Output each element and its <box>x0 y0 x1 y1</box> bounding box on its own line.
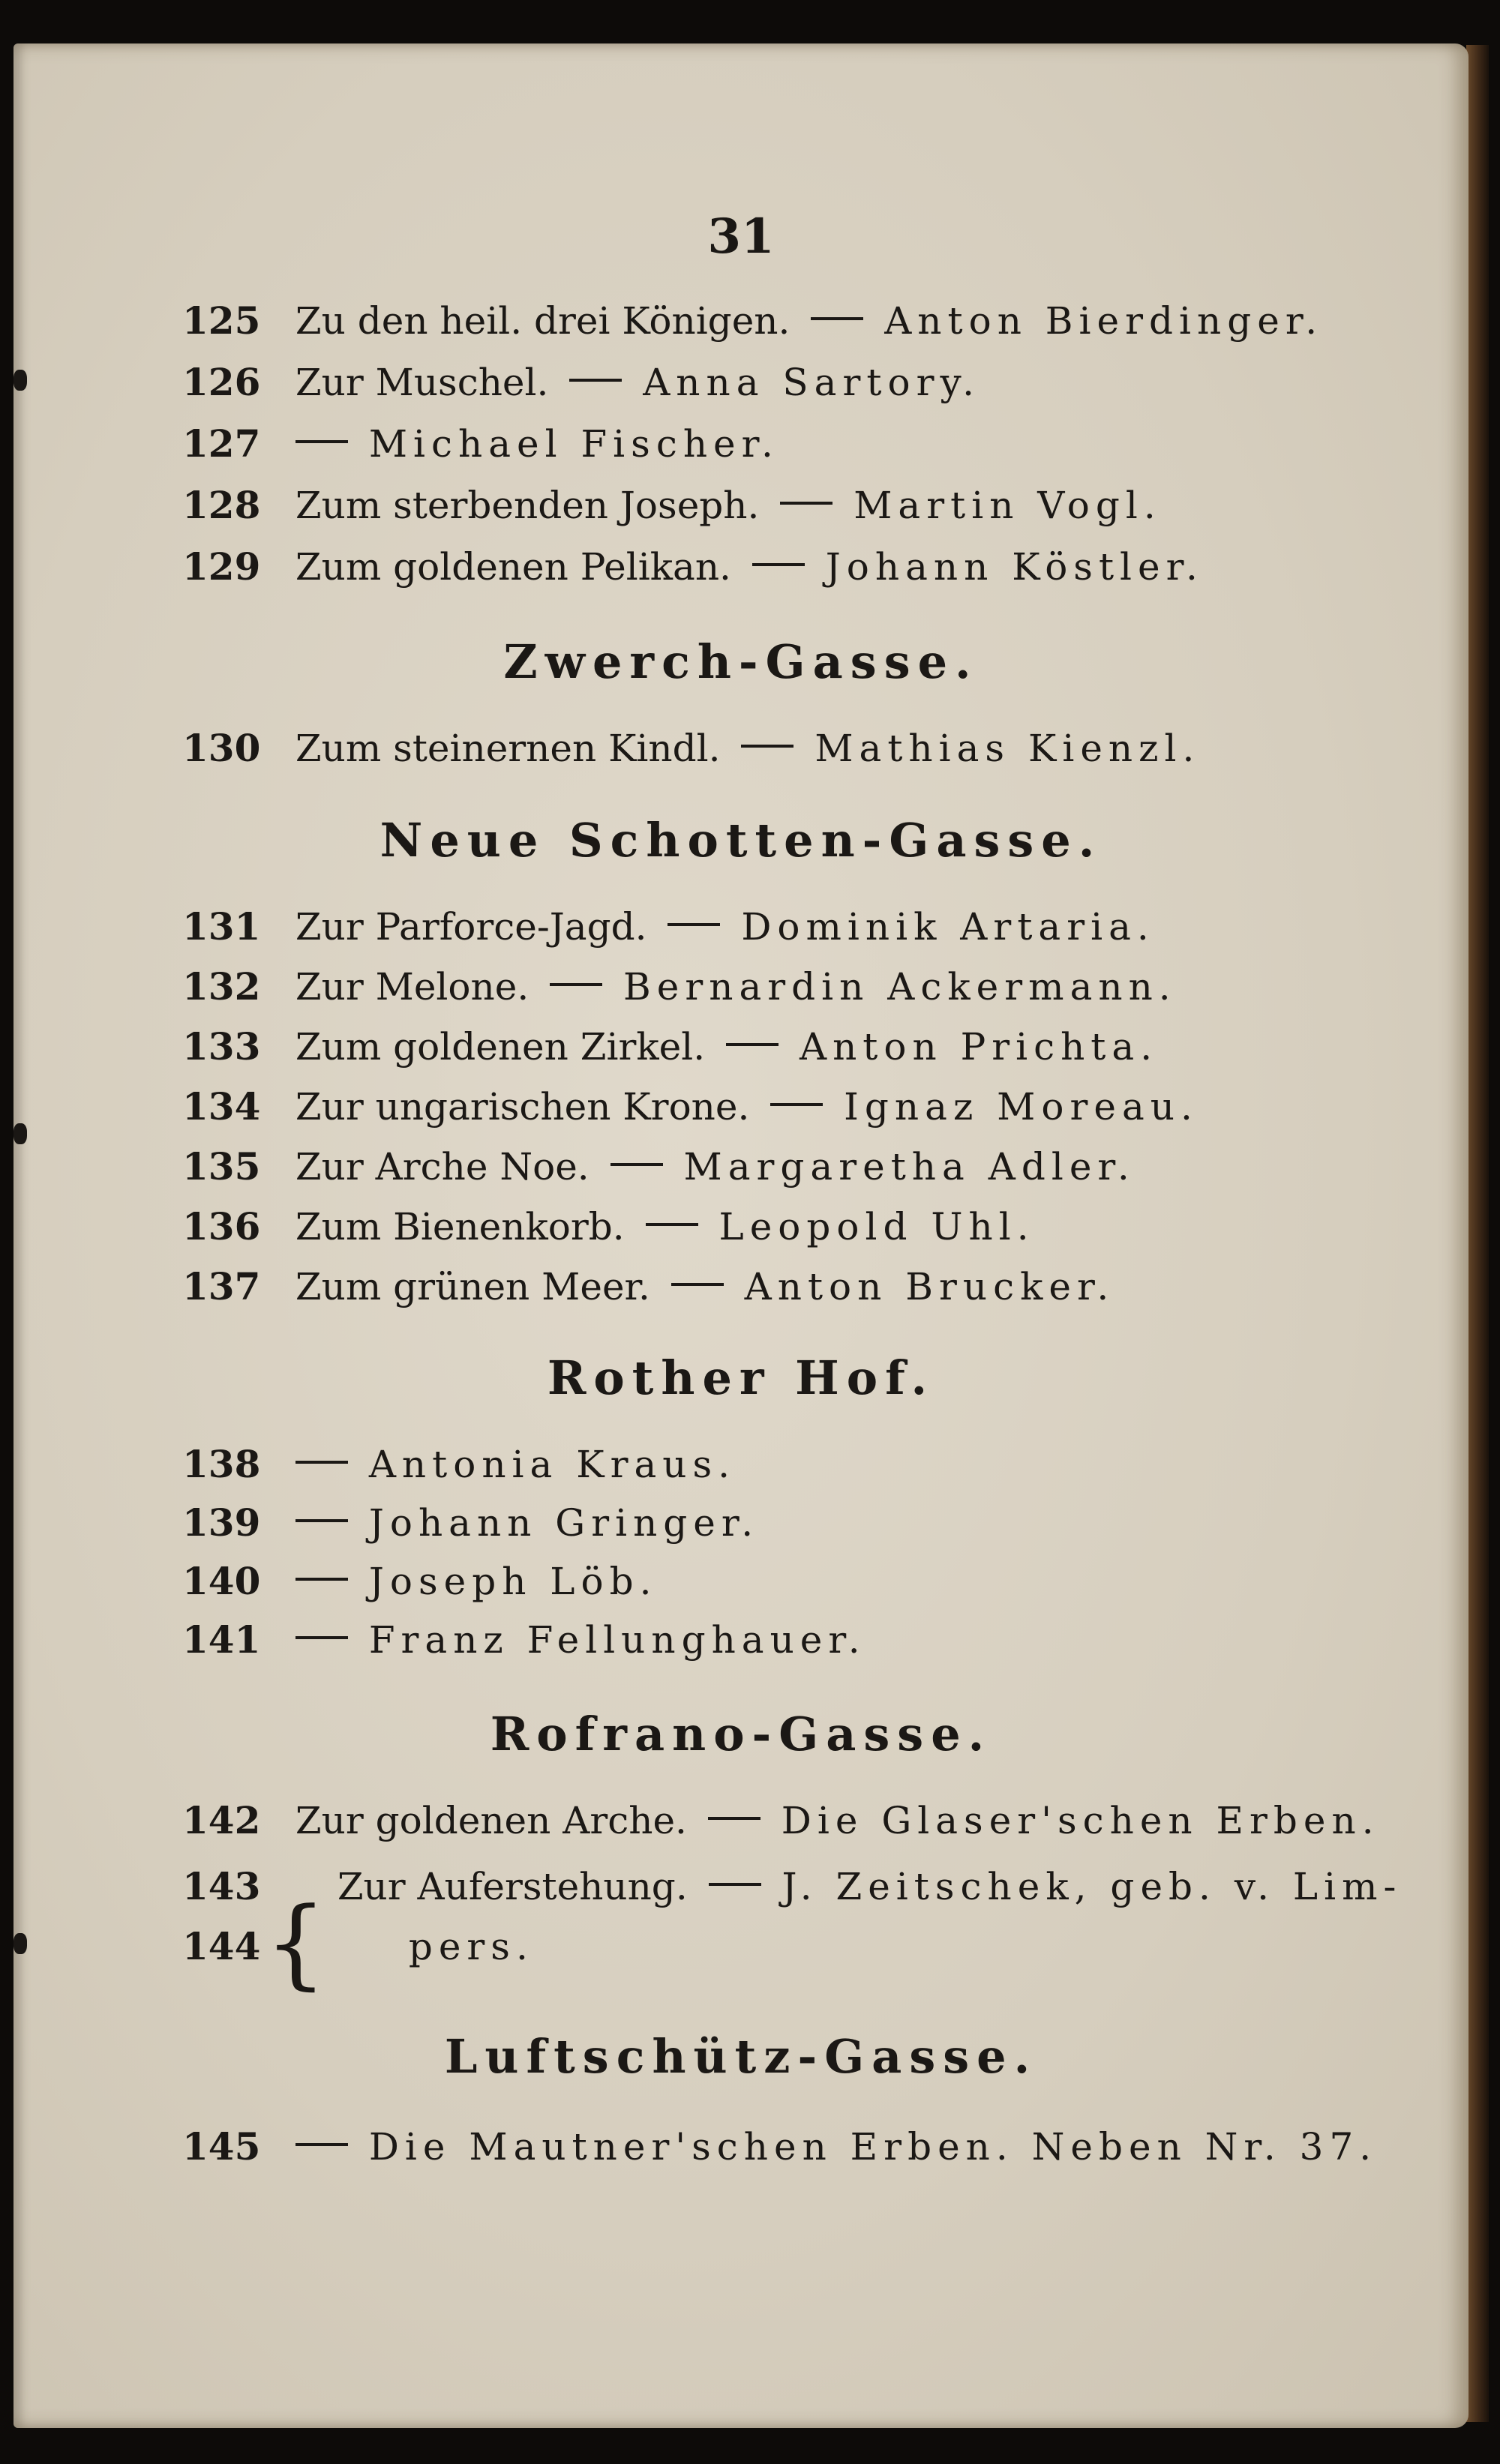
dash <box>811 317 863 320</box>
house-sign: Zur Auferstehung. <box>337 1865 688 1908</box>
dash <box>296 1578 348 1581</box>
list-item <box>182 2117 1377 2177</box>
dash <box>296 2143 348 2146</box>
dash <box>671 1283 724 1286</box>
dash <box>296 1519 348 1522</box>
house-number: 128 <box>182 483 261 527</box>
owner-name: J. Zeitschek, geb. v. Lim- <box>782 1865 1402 1908</box>
dash <box>741 745 794 748</box>
owner-name: Anton Brucker. <box>744 1265 1115 1308</box>
owner-name: Franz Fellunghauer. <box>368 1618 866 1662</box>
section-heading-rofrano: Rofrano-Gasse. <box>490 1707 992 1761</box>
house-number: 142 <box>182 1798 261 1842</box>
list-item <box>182 475 1162 535</box>
dash <box>770 1103 823 1106</box>
list-item <box>182 291 1323 351</box>
owner-name: Die Glaser'schen Erben. <box>781 1799 1380 1842</box>
owner-name: Antonia Kraus. <box>368 1443 736 1486</box>
dash <box>709 1883 761 1886</box>
dash <box>780 502 832 505</box>
list-item <box>182 1857 1402 1917</box>
book-spine <box>1466 45 1489 2422</box>
dash <box>296 440 348 443</box>
house-number: 144 <box>182 1924 261 1968</box>
house-number: 132 <box>182 964 261 1009</box>
house-number: 140 <box>182 1559 261 1603</box>
owner-name: Joseph Löb. <box>368 1560 658 1603</box>
binding-hole <box>14 1933 27 1954</box>
house-number: 126 <box>182 360 261 404</box>
house-number: 133 <box>182 1024 261 1069</box>
owner-name: Johann Köstler. <box>825 545 1204 589</box>
owner-name: Ignaz Moreau. <box>844 1085 1198 1129</box>
section-heading-neue-schotten: Neue Schotten-Gasse. <box>380 813 1102 868</box>
dash <box>610 1163 663 1166</box>
house-sign: Zum goldenen Pelikan. <box>295 545 731 589</box>
house-number: 143 <box>182 1864 261 1908</box>
owner-name: Dominik Artaria. <box>741 905 1155 949</box>
house-sign: Zum Bienenkorb. <box>295 1205 625 1248</box>
list-item <box>182 957 1177 1017</box>
dash <box>708 1817 760 1820</box>
house-sign: Zum goldenen Zirkel. <box>295 1025 706 1069</box>
dash <box>296 1461 348 1464</box>
house-sign: Zu den heil. drei Königen. <box>295 299 790 343</box>
list-item <box>182 1197 1035 1257</box>
house-number: 136 <box>182 1204 261 1248</box>
dash <box>550 983 602 986</box>
brace-symbol: { <box>265 1886 327 2000</box>
house-number: 139 <box>182 1500 261 1545</box>
list-item <box>182 537 1204 597</box>
binding-hole <box>14 370 27 391</box>
house-number: 130 <box>182 726 261 770</box>
list-item <box>182 1551 658 1611</box>
house-number: 134 <box>182 1084 261 1129</box>
house-sign: Zur Arche Noe. <box>295 1145 590 1189</box>
list-item <box>182 1017 1158 1077</box>
section-heading-zwerch: Zwerch-Gasse. <box>503 634 979 689</box>
owner-name: Leopold Uhl. <box>718 1205 1035 1248</box>
book-page <box>14 43 1468 2428</box>
house-number: 129 <box>182 544 261 589</box>
house-number: 145 <box>182 2124 261 2169</box>
house-number: 127 <box>182 421 261 466</box>
list-item <box>182 352 980 412</box>
owner-name: Anton Bierdinger. <box>884 299 1324 343</box>
house-sign: Zum steinernen Kindl. <box>295 727 721 770</box>
owner-name: Mathias Kienzl. <box>814 727 1201 770</box>
list-item <box>182 414 779 474</box>
dash <box>752 563 805 566</box>
owner-name: pers. <box>408 1925 534 1968</box>
house-sign: Zur Muschel. <box>295 361 549 404</box>
list-item <box>182 1137 1136 1197</box>
list-item <box>182 1917 534 1977</box>
dash <box>668 923 720 926</box>
list-item <box>182 1791 1380 1851</box>
dash <box>569 379 622 382</box>
house-sign: Zur Parforce-Jagd. <box>295 905 647 949</box>
section-heading-luftschuetz: Luftschütz-Gasse. <box>444 2029 1038 2084</box>
owner-name: Margaretha Adler. <box>683 1145 1136 1189</box>
owner-name: Anton Prichta. <box>799 1025 1159 1069</box>
list-item <box>182 1493 759 1553</box>
house-number: 137 <box>182 1264 261 1308</box>
owner-name: Die Mautner'schen Erben. Neben Nr. 37. <box>368 2125 1378 2169</box>
list-item <box>182 1257 1114 1317</box>
list-item <box>182 1610 866 1670</box>
house-number: 125 <box>182 298 261 343</box>
binding-hole <box>14 1123 27 1144</box>
house-sign: Zur Melone. <box>295 965 530 1009</box>
dash <box>646 1223 698 1226</box>
section-heading-rother-hof: Rother Hof. <box>547 1350 935 1405</box>
house-sign: Zur ungarischen Krone. <box>295 1085 750 1129</box>
owner-name: Martin Vogl. <box>854 484 1162 527</box>
owner-name: Anna Sartory. <box>643 361 980 404</box>
house-number: 131 <box>182 904 261 949</box>
page-number: 31 <box>707 208 775 265</box>
owner-name: Michael Fischer. <box>368 422 779 466</box>
list-item <box>182 718 1200 778</box>
house-sign: Zur goldenen Arche. <box>295 1799 687 1842</box>
house-number: 135 <box>182 1144 261 1189</box>
house-sign: Zum grünen Meer. <box>295 1265 650 1308</box>
house-sign: Zum sterbenden Joseph. <box>295 484 760 527</box>
dash <box>726 1043 778 1046</box>
dash <box>296 1636 348 1639</box>
list-item <box>182 1077 1198 1137</box>
list-item <box>182 1434 736 1494</box>
house-number: 138 <box>182 1442 261 1486</box>
owner-name: Bernardin Ackermann. <box>623 965 1177 1009</box>
list-item <box>182 897 1155 957</box>
owner-name: Johann Gringer. <box>368 1501 760 1545</box>
house-number: 141 <box>182 1617 261 1662</box>
